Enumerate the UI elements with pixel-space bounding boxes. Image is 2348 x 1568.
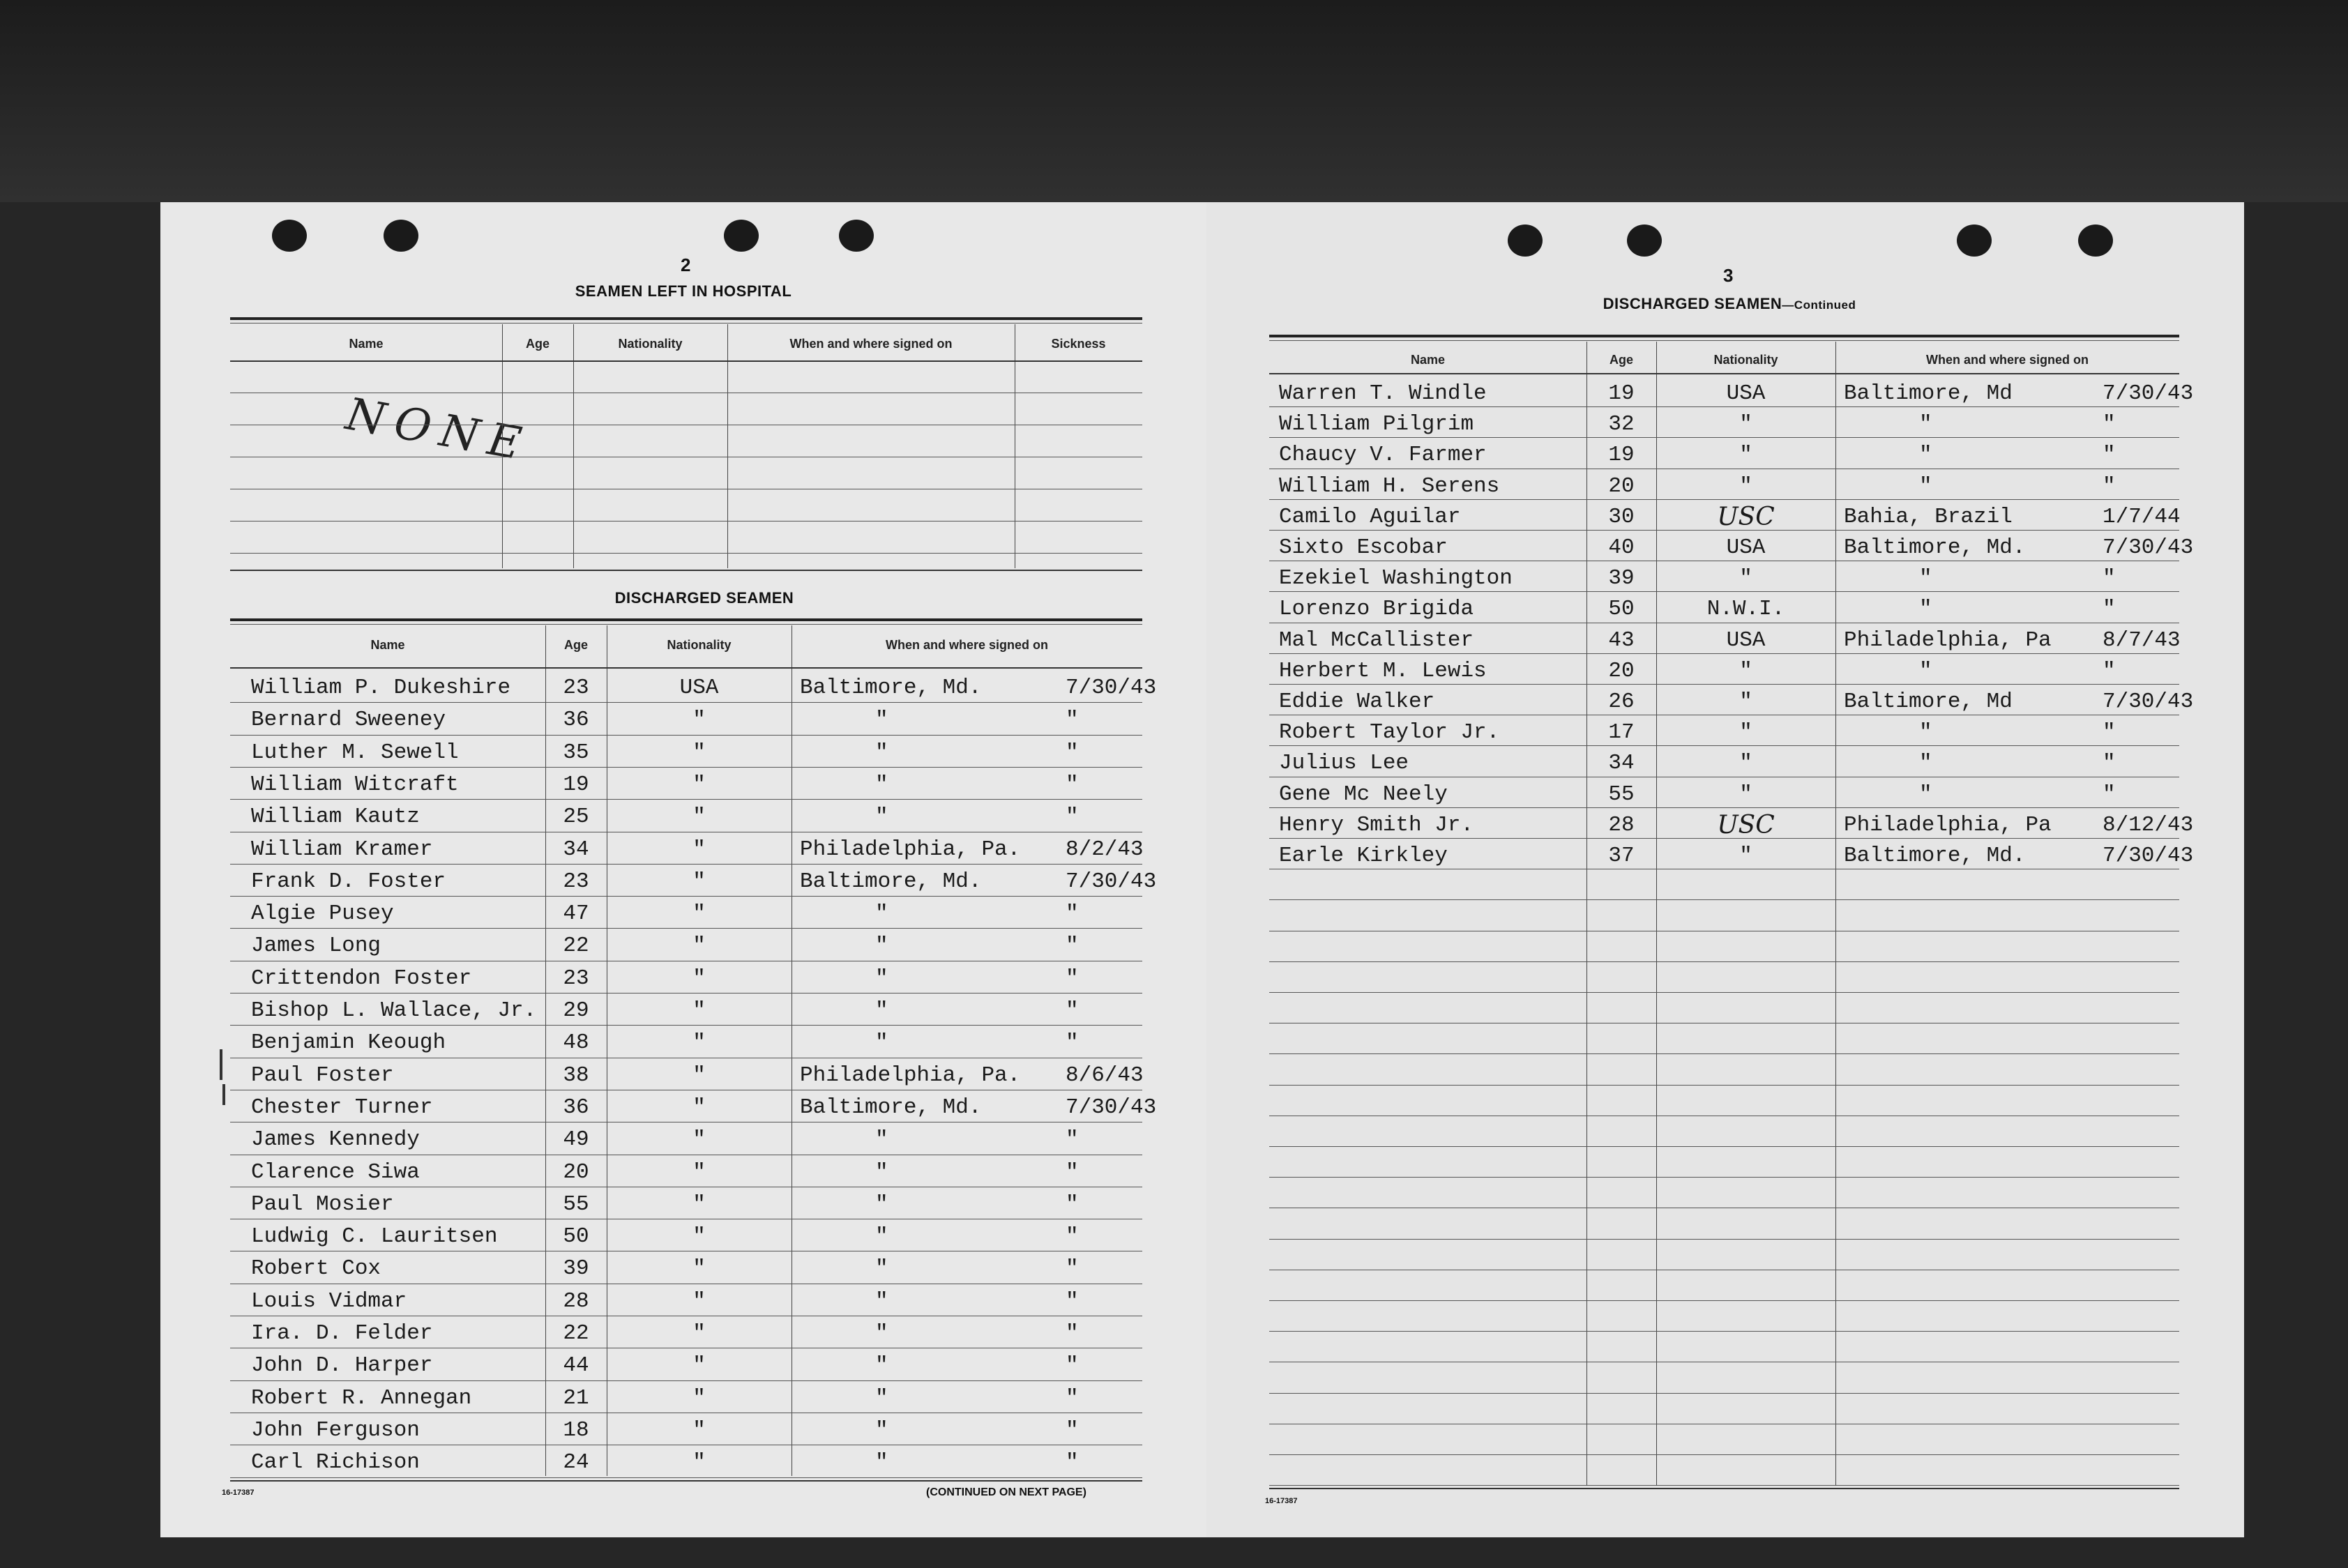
seaman-age: 44 xyxy=(563,1353,589,1378)
seaman-name: John Ferguson xyxy=(251,1417,420,1443)
signed-on-place: " xyxy=(875,772,888,797)
column-header: Name xyxy=(1410,353,1446,367)
seaman-nationality: USA xyxy=(1726,535,1766,560)
seaman-name: Herbert M. Lewis xyxy=(1279,658,1487,683)
signed-on-place: " xyxy=(875,1030,888,1056)
header-rule xyxy=(230,360,1142,362)
table-bottom-rule xyxy=(230,1480,1142,1482)
signed-on-date: 7/30/43 xyxy=(1066,676,1157,700)
seaman-name: William H. Serens xyxy=(1279,473,1500,498)
hospital-section-title: SEAMEN LEFT IN HOSPITAL xyxy=(575,282,792,300)
seaman-name: Louis Vidmar xyxy=(251,1288,407,1314)
signed-on-date: " xyxy=(1066,805,1079,830)
seaman-age: 29 xyxy=(563,998,589,1023)
seaman-age: 23 xyxy=(563,676,589,700)
seaman-nationality: " xyxy=(1739,751,1752,776)
seaman-nationality: " xyxy=(1739,473,1752,498)
signed-on-place: " xyxy=(875,708,888,733)
signed-on-place: " xyxy=(875,1417,888,1443)
row-rule xyxy=(1269,807,2179,808)
seaman-age: 30 xyxy=(1608,504,1635,529)
seaman-nationality: " xyxy=(692,772,706,797)
signed-on-place: " xyxy=(1919,443,1932,468)
discharged-continued-title xyxy=(1583,295,1876,313)
signed-on-date: 8/7/43 xyxy=(2103,627,2181,653)
seaman-age: 35 xyxy=(563,740,589,765)
signed-on-date: 7/30/43 xyxy=(2103,844,2194,868)
row-rule xyxy=(230,864,1142,865)
signed-on-place: Baltimore, Md xyxy=(1844,381,2013,406)
seaman-age: 17 xyxy=(1608,720,1635,745)
signed-on-place: " xyxy=(875,1353,888,1378)
title-suffix: —Continued xyxy=(1782,298,1856,312)
column-header: Age xyxy=(563,638,588,652)
signed-on-place: " xyxy=(875,901,888,927)
signed-on-date: " xyxy=(1066,1030,1079,1056)
signed-on-place: " xyxy=(875,1385,888,1410)
seaman-nationality: " xyxy=(692,901,706,927)
seaman-nationality: " xyxy=(692,1321,706,1346)
seaman-name: William P. Dukeshire xyxy=(251,676,511,700)
seaman-age: 20 xyxy=(563,1159,589,1185)
seaman-name: Julius Lee xyxy=(1279,751,1409,776)
seaman-name: Clarence Siwa xyxy=(251,1159,420,1185)
seaman-age: 34 xyxy=(1608,751,1635,776)
table-bottom-rule xyxy=(1269,1488,2179,1489)
row-rule xyxy=(230,767,1142,768)
signed-on-date: " xyxy=(1066,1450,1079,1475)
seaman-nationality: " xyxy=(692,1159,706,1185)
seaman-name: Gene Mc Neely xyxy=(1279,782,1448,807)
signed-on-place: " xyxy=(875,1127,888,1152)
row-rule xyxy=(1269,961,2179,962)
row-rule xyxy=(1269,499,2179,500)
seaman-nationality: " xyxy=(692,1127,706,1152)
signed-on-date: " xyxy=(2103,782,2116,807)
row-rule xyxy=(230,928,1142,929)
seaman-nationality: " xyxy=(692,1417,706,1443)
signed-on-date: " xyxy=(1066,1385,1079,1410)
margin-mark xyxy=(222,1084,225,1105)
signed-on-place: Philadelphia, Pa xyxy=(1844,627,2052,653)
seaman-name: William Witcraft xyxy=(251,772,459,797)
seaman-age: 20 xyxy=(1608,473,1635,498)
seaman-nationality: " xyxy=(1739,658,1752,683)
signed-on-date: " xyxy=(2103,473,2116,498)
punch-hole xyxy=(384,220,418,252)
seaman-name: Ira. D. Felder xyxy=(251,1321,433,1346)
scan-background xyxy=(0,0,2348,202)
seaman-name: William Kramer xyxy=(251,837,433,862)
signed-on-date: " xyxy=(2103,658,2116,683)
signed-on-place: " xyxy=(1919,566,1932,591)
seaman-name: Camilo Aguilar xyxy=(1279,504,1461,529)
row-rule xyxy=(1269,1085,2179,1086)
signed-on-date: " xyxy=(2103,720,2116,745)
signed-on-date: " xyxy=(2103,597,2116,622)
signed-on-date: 7/30/43 xyxy=(2103,381,2194,406)
seaman-age: 34 xyxy=(563,837,589,862)
signed-on-date: " xyxy=(1066,901,1079,927)
seaman-nationality: " xyxy=(692,1063,706,1088)
seaman-age: 39 xyxy=(563,1256,589,1281)
seaman-nationality: " xyxy=(692,805,706,830)
row-rule xyxy=(230,896,1142,897)
seaman-nationality: USA xyxy=(1726,381,1766,406)
seaman-name: Mal McCallister xyxy=(1279,627,1474,653)
seaman-nationality: " xyxy=(692,837,706,862)
seaman-nationality: " xyxy=(692,869,706,894)
header-rule xyxy=(230,667,1142,669)
signed-on-date: " xyxy=(1066,1159,1079,1185)
signed-on-place: " xyxy=(875,934,888,959)
column-header: Name xyxy=(370,638,405,652)
seaman-name: Eddie Walker xyxy=(1279,690,1435,714)
row-rule xyxy=(230,993,1142,994)
seaman-age: 26 xyxy=(1608,690,1635,714)
signed-on-place: " xyxy=(875,1159,888,1185)
row-rule xyxy=(1269,1146,2179,1147)
seaman-nationality: " xyxy=(692,1030,706,1056)
row-rule xyxy=(230,1025,1142,1026)
signed-on-date: 8/2/43 xyxy=(1066,837,1144,862)
seaman-age: 43 xyxy=(1608,627,1635,653)
row-rule xyxy=(1269,1331,2179,1332)
seaman-age: 19 xyxy=(1608,381,1635,406)
row-rule xyxy=(230,1477,1142,1478)
punch-hole xyxy=(839,220,874,252)
seaman-name: Chester Turner xyxy=(251,1095,433,1120)
signed-on-place: Philadelphia, Pa. xyxy=(800,1063,1021,1088)
seaman-age: 24 xyxy=(563,1450,589,1475)
seaman-age: 19 xyxy=(1608,443,1635,468)
discharged-section-title: DISCHARGED SEAMEN xyxy=(614,589,794,607)
seaman-nationality: " xyxy=(692,966,706,991)
seaman-age: 38 xyxy=(563,1063,589,1088)
signed-on-date: 7/30/43 xyxy=(1066,1095,1157,1120)
row-rule xyxy=(1269,1177,2179,1178)
row-rule xyxy=(230,799,1142,800)
seaman-nationality: " xyxy=(1739,782,1752,807)
seaman-name: Robert Cox xyxy=(251,1256,381,1281)
margin-mark xyxy=(220,1049,222,1080)
signed-on-date: 7/30/43 xyxy=(2103,690,2194,714)
seaman-name: Henry Smith Jr. xyxy=(1279,812,1474,837)
seaman-name: Lorenzo Brigida xyxy=(1279,597,1474,622)
column-header: When and where signed on xyxy=(789,337,953,351)
row-rule xyxy=(1269,1454,2179,1455)
seaman-age: 55 xyxy=(563,1192,589,1217)
punch-hole xyxy=(1957,224,1992,257)
seaman-age: 40 xyxy=(1608,535,1635,560)
seaman-nationality: " xyxy=(692,1288,706,1314)
seaman-name: William Pilgrim xyxy=(1279,412,1474,437)
row-rule xyxy=(1269,1393,2179,1394)
signed-on-place: " xyxy=(875,1450,888,1475)
signed-on-date: " xyxy=(1066,1321,1079,1346)
seaman-nationality: " xyxy=(1739,844,1752,868)
table-bottom-rule xyxy=(230,570,1142,571)
row-rule xyxy=(1269,684,2179,685)
table-top-rule xyxy=(1269,335,2179,337)
seaman-age: 36 xyxy=(563,1095,589,1120)
seaman-name: James Kennedy xyxy=(251,1127,420,1152)
seaman-nationality: " xyxy=(692,1353,706,1378)
signed-on-date: 7/30/43 xyxy=(1066,869,1157,894)
signed-on-place: " xyxy=(1919,412,1932,437)
seaman-name: Sixto Escobar xyxy=(1279,535,1448,560)
table-top-rule xyxy=(230,618,1142,621)
signed-on-date: " xyxy=(1066,1256,1079,1281)
signed-on-place: " xyxy=(1919,751,1932,776)
right-page xyxy=(1206,202,2244,1537)
row-rule xyxy=(230,702,1142,703)
seaman-age: 37 xyxy=(1608,844,1635,868)
seaman-age: 18 xyxy=(563,1417,589,1443)
signed-on-place: Baltimore, Md. xyxy=(800,869,982,894)
signed-on-date: 8/6/43 xyxy=(1066,1063,1144,1088)
seaman-age: 23 xyxy=(563,869,589,894)
seaman-name: Benjamin Keough xyxy=(251,1030,446,1056)
seaman-age: 47 xyxy=(563,901,589,927)
seaman-name: Frank D. Foster xyxy=(251,869,446,894)
signed-on-place: " xyxy=(1919,782,1932,807)
seaman-age: 23 xyxy=(563,966,589,991)
seaman-name: John D. Harper xyxy=(251,1353,433,1378)
seaman-nationality: " xyxy=(692,1095,706,1120)
signed-on-date: " xyxy=(1066,740,1079,765)
column-header: Nationality xyxy=(667,638,732,652)
seaman-age: 19 xyxy=(563,772,589,797)
seaman-nationality: " xyxy=(1739,443,1752,468)
row-rule xyxy=(230,735,1142,736)
row-rule xyxy=(1269,1239,2179,1240)
seaman-age: 32 xyxy=(1608,412,1635,437)
punch-hole xyxy=(724,220,759,252)
table-top-rule xyxy=(230,317,1142,320)
signed-on-place: Baltimore, Md xyxy=(1844,690,2013,714)
seaman-age: 48 xyxy=(563,1030,589,1056)
signed-on-date: " xyxy=(2103,443,2116,468)
seaman-age: 28 xyxy=(563,1288,589,1314)
column-divider xyxy=(1835,342,1836,1485)
row-rule xyxy=(1269,653,2179,654)
signed-on-place: " xyxy=(1919,473,1932,498)
column-header: Name xyxy=(349,337,384,351)
row-rule xyxy=(230,521,1142,522)
column-header: Sickness xyxy=(1051,337,1106,351)
row-rule xyxy=(1269,406,2179,407)
row-rule xyxy=(230,553,1142,554)
signed-on-place: " xyxy=(875,1192,888,1217)
seaman-name: Algie Pusey xyxy=(251,901,394,927)
continued-note: (CONTINUED ON NEXT PAGE) xyxy=(926,1486,1086,1498)
row-rule xyxy=(1269,899,2179,900)
signed-on-date: " xyxy=(2103,412,2116,437)
seaman-nationality: " xyxy=(1739,412,1752,437)
seaman-age: 49 xyxy=(563,1127,589,1152)
signed-on-date: " xyxy=(1066,1224,1079,1249)
signed-on-date: 1/7/44 xyxy=(2103,504,2181,529)
column-header: When and where signed on xyxy=(1925,353,2089,367)
row-rule xyxy=(1269,1053,2179,1054)
seaman-age: 21 xyxy=(563,1385,589,1410)
signed-on-date: 8/12/43 xyxy=(2103,812,2194,837)
signed-on-date: 7/30/43 xyxy=(2103,535,2194,560)
handwritten-none: NONE xyxy=(342,388,535,472)
punch-hole xyxy=(1508,224,1543,257)
seaman-name: Ezekiel Washington xyxy=(1279,566,1513,591)
seaman-age: 50 xyxy=(563,1224,589,1249)
signed-on-date: " xyxy=(1066,708,1079,733)
row-rule xyxy=(1269,1300,2179,1301)
column-header: Age xyxy=(525,337,550,351)
signed-on-date: " xyxy=(1066,772,1079,797)
seaman-name: Robert R. Annegan xyxy=(251,1385,472,1410)
signed-on-place: " xyxy=(875,1288,888,1314)
signed-on-date: " xyxy=(2103,566,2116,591)
signed-on-place: " xyxy=(875,998,888,1023)
seaman-nationality: " xyxy=(692,740,706,765)
table-top-rule-2 xyxy=(230,323,1142,324)
signed-on-place: Baltimore, Md. xyxy=(1844,535,2026,560)
seaman-nationality: " xyxy=(692,1224,706,1249)
column-header: When and where signed on xyxy=(885,638,1048,652)
seaman-nationality: " xyxy=(692,934,706,959)
seaman-nationality: USA xyxy=(1726,627,1766,653)
seaman-nationality: " xyxy=(692,998,706,1023)
seaman-name: Paul Mosier xyxy=(251,1192,394,1217)
signed-on-date: " xyxy=(1066,1127,1079,1152)
punch-hole xyxy=(272,220,307,252)
seaman-age: 28 xyxy=(1608,812,1635,837)
seaman-age: 50 xyxy=(1608,597,1635,622)
seaman-age: 55 xyxy=(1608,782,1635,807)
signed-on-place: Baltimore, Md. xyxy=(1844,844,2026,868)
column-header: Nationality xyxy=(1713,353,1778,367)
seaman-age: 20 xyxy=(1608,658,1635,683)
seaman-age: 36 xyxy=(563,708,589,733)
seaman-nationality: " xyxy=(692,1192,706,1217)
seaman-name: Carl Richison xyxy=(251,1450,420,1475)
signed-on-date: " xyxy=(1066,1288,1079,1314)
header-rule xyxy=(1269,373,2179,374)
seaman-name: Earle Kirkley xyxy=(1279,844,1448,868)
signed-on-place: " xyxy=(1919,597,1932,622)
seaman-age: 22 xyxy=(563,934,589,959)
seaman-name: Bernard Sweeney xyxy=(251,708,446,733)
seaman-name: Chaucy V. Farmer xyxy=(1279,443,1487,468)
row-rule xyxy=(1269,992,2179,993)
seaman-name: James Long xyxy=(251,934,381,959)
row-rule xyxy=(1269,591,2179,592)
signed-on-place: " xyxy=(1919,658,1932,683)
signed-on-place: " xyxy=(875,740,888,765)
punch-hole xyxy=(2078,224,2113,257)
signed-on-date: " xyxy=(1066,1192,1079,1217)
signed-on-date: " xyxy=(1066,1353,1079,1378)
seaman-nationality: " xyxy=(1739,566,1752,591)
seaman-nationality: USC xyxy=(1717,810,1775,839)
left-page xyxy=(160,202,1206,1537)
signed-on-place: Bahia, Brazil xyxy=(1844,504,2013,529)
signed-on-date: " xyxy=(1066,1417,1079,1443)
signed-on-place: " xyxy=(875,1224,888,1249)
seaman-age: 22 xyxy=(563,1321,589,1346)
page-number: 2 xyxy=(681,254,691,275)
signed-on-place: Baltimore, Md. xyxy=(800,1095,982,1120)
signed-on-date: " xyxy=(2103,751,2116,776)
signed-on-place: " xyxy=(875,966,888,991)
form-code: 16-17387 xyxy=(222,1489,255,1497)
seaman-age: 39 xyxy=(1608,566,1635,591)
seaman-nationality: " xyxy=(692,1450,706,1475)
signed-on-place: " xyxy=(875,805,888,830)
seaman-name: Crittendon Foster xyxy=(251,966,472,991)
seaman-name: Paul Foster xyxy=(251,1063,394,1088)
table-top-rule-2 xyxy=(230,624,1142,625)
row-rule xyxy=(1269,1485,2179,1486)
seaman-name: Warren T. Windle xyxy=(1279,381,1487,406)
seaman-name: Robert Taylor Jr. xyxy=(1279,720,1500,745)
seaman-name: William Kautz xyxy=(251,805,420,830)
seaman-nationality: " xyxy=(692,1256,706,1281)
seaman-name: Luther M. Sewell xyxy=(251,740,459,765)
seaman-nationality: USA xyxy=(679,676,719,700)
seaman-name: Bishop L. Wallace, Jr. xyxy=(251,998,537,1023)
seaman-name: Ludwig C. Lauritsen xyxy=(251,1224,498,1249)
punch-hole xyxy=(1627,224,1662,257)
title-text: DISCHARGED SEAMEN xyxy=(1603,295,1782,312)
signed-on-place: " xyxy=(1919,720,1932,745)
signed-on-date: " xyxy=(1066,934,1079,959)
seaman-nationality: " xyxy=(1739,720,1752,745)
signed-on-place: " xyxy=(875,1321,888,1346)
seaman-nationality: N.W.I. xyxy=(1706,597,1785,622)
table-top-rule-2 xyxy=(1269,340,2179,341)
seaman-nationality: USC xyxy=(1717,502,1775,531)
column-header: Nationality xyxy=(618,337,683,351)
seaman-nationality: " xyxy=(692,1385,706,1410)
row-rule xyxy=(230,1380,1142,1381)
row-rule xyxy=(1269,437,2179,438)
page-number: 3 xyxy=(1723,265,1734,286)
signed-on-date: " xyxy=(1066,998,1079,1023)
signed-on-place: Baltimore, Md. xyxy=(800,676,982,700)
signed-on-date: " xyxy=(1066,966,1079,991)
signed-on-place: Philadelphia, Pa xyxy=(1844,812,2052,837)
signed-on-place: Philadelphia, Pa. xyxy=(800,837,1021,862)
form-code: 16-17387 xyxy=(1265,1497,1298,1505)
signed-on-place: " xyxy=(875,1256,888,1281)
column-header: Age xyxy=(1609,353,1633,367)
seaman-nationality: " xyxy=(692,708,706,733)
row-rule xyxy=(1269,745,2179,746)
seaman-age: 25 xyxy=(563,805,589,830)
seaman-nationality: " xyxy=(1739,690,1752,714)
